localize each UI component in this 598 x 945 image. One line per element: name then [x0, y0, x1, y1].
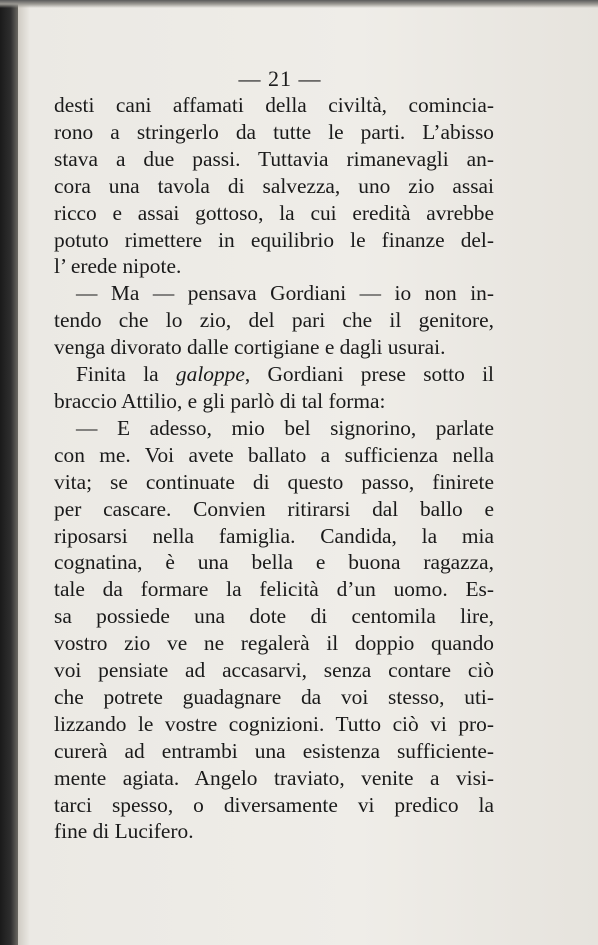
text-line: braccio Attilio, e gli parlò di tal forma:	[54, 388, 386, 413]
text-line: mente agiata. Angelo traviato, venite a visi-	[54, 765, 494, 790]
text-line: riposarsi nella famiglia. Candida, la mia	[54, 523, 494, 548]
body-text	[54, 92, 494, 845]
text-line: desti cani affamati della civiltà, comincia-	[54, 93, 494, 117]
text-line: ricco e assai gottoso, la cui eredità avrebbe	[54, 200, 494, 225]
text-line: — E adesso, mio bel signorino, parlate	[76, 415, 494, 440]
text-line: vostro zio ve ne regalerà il doppio quando	[54, 631, 494, 656]
text-line: curerà ad entrambi una esistenza sufficiente-	[54, 738, 494, 763]
text-line: potuto rimettere in equilibrio le finanze del-	[54, 227, 494, 252]
text-line: l’ erede nipote.	[54, 254, 182, 279]
page-top-edge	[0, 0, 598, 8]
text-line: vita; se continuate di questo passo, finirete	[54, 469, 494, 494]
text-line: tendo che lo zio, del pari che il genitore,	[54, 308, 494, 333]
text-line: venga divorato dalle cortigiane e dagli usurai.	[54, 335, 446, 360]
book-binding-shadow	[0, 0, 18, 945]
page-number: — 21 —	[238, 66, 322, 91]
text-line: voi pensiate ad accasarvi, senza contare ciò	[54, 658, 494, 683]
text-line: Finita la galoppe, Gordiani prese sotto il	[76, 362, 494, 387]
text-line: fine di Lucifero.	[54, 819, 194, 844]
text-line: tarci spesso, o diversamente vi predico la	[54, 792, 494, 817]
text-line: con me. Voi avete ballato a sufficienza nella	[54, 442, 494, 467]
text-line: lizzando le vostre cognizioni. Tutto ciò vi pro-	[54, 711, 494, 736]
text-line: stava a due passi. Tuttavia rimanevagli an-	[54, 146, 494, 171]
text-line: che potrete guadagnare da voi stesso, uti-	[54, 684, 494, 709]
italic-word: galoppe	[175, 362, 245, 387]
text-line: rono a stringerlo da tutte le parti. L’abisso	[54, 119, 494, 144]
text-line: cognatina, è una bella e buona ragazza,	[54, 550, 494, 575]
text-line: per cascare. Convien ritirarsi dal ballo e	[54, 496, 494, 521]
text-line: — Ma — pensava Gordiani — io non in-	[76, 281, 494, 306]
text-line: cora una tavola di salvezza, uno zio assai	[54, 173, 494, 198]
text-line: sa possiede una dote di centomila lire,	[54, 604, 494, 629]
text-line: tale da formare la felicità d’un uomo. Es-	[54, 577, 494, 602]
